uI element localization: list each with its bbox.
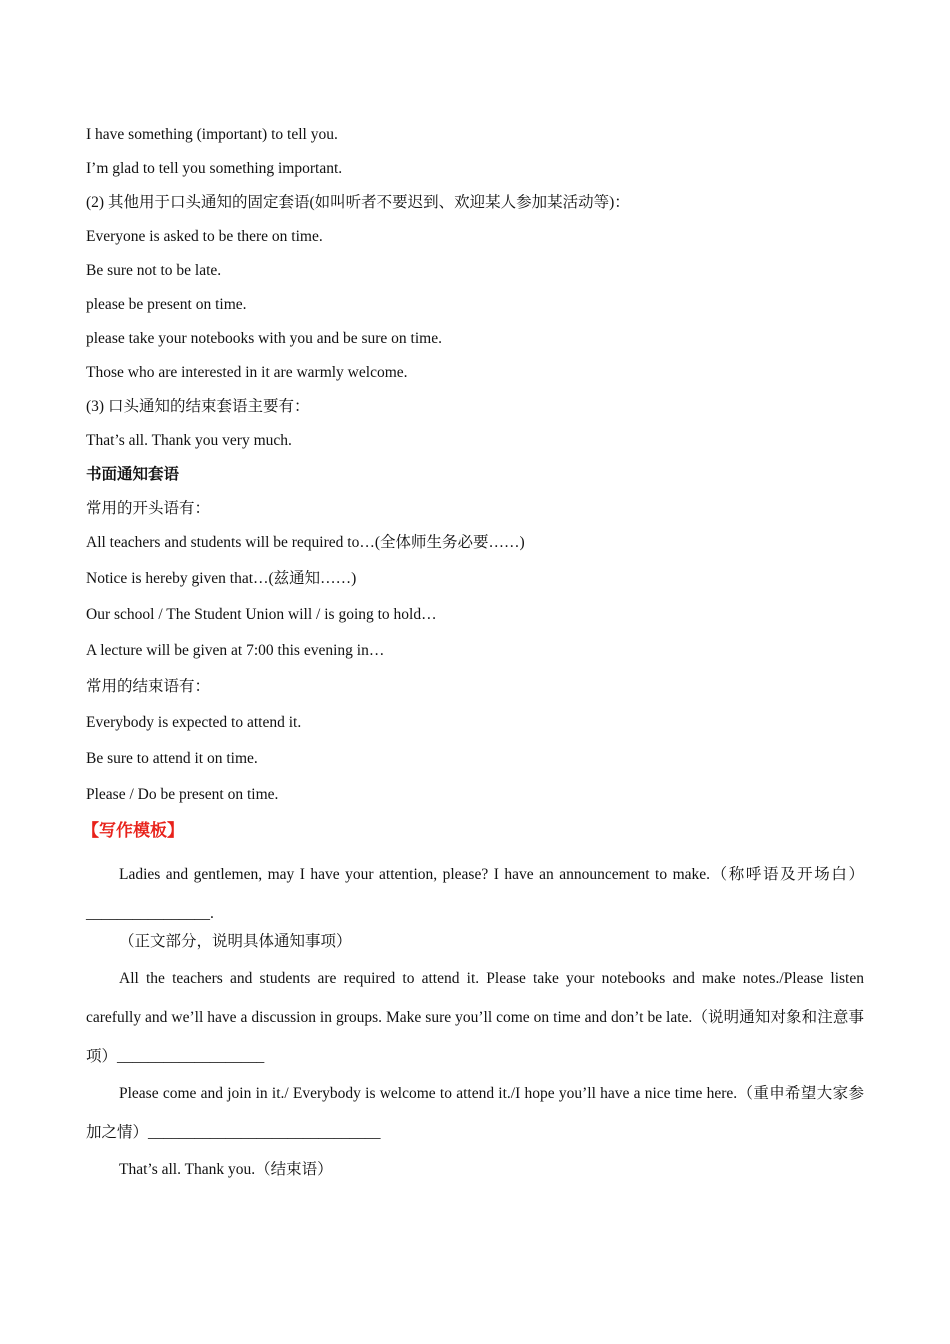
section-heading-writing-template: 【写作模板】 <box>82 821 184 841</box>
template-paragraph-closing: That’s all. Thank you.（结束语） <box>119 1161 333 1178</box>
text-line: 常用的开头语有： <box>86 500 211 517</box>
text-line: 常用的结束语有： <box>86 678 211 695</box>
section-heading-written-notice: 书面通知套语 <box>86 466 180 483</box>
template-paragraph-body: All the teachers and students are required to attend it. Please take your notebooks and make notes./Please listen carefully and we’ll have a discussion in groups. Make sure you’ll come on time and don’t be late.（说明通知对象和注意事项）___________________ <box>86 970 864 1065</box>
text-line: (3) 口头通知的结束套语主要有： <box>86 398 310 415</box>
text-line: Please / Do be present on time. <box>86 786 279 803</box>
text-line: (2) 其他用于口头通知的固定套语(如叫听者不要迟到、欢迎某人参加某活动等)： <box>86 194 630 211</box>
text-line: Everybody is expected to attend it. <box>86 714 302 731</box>
text-line: Be sure to attend it on time. <box>86 750 258 767</box>
text-line: Notice is hereby given that…(兹通知……) <box>86 570 357 587</box>
text-line: All teachers and students will be required to…(全体师生务必要……) <box>86 534 525 551</box>
text-line: Those who are interested in it are warmly welcome. <box>86 364 408 381</box>
text-line: I have something (important) to tell you. <box>86 126 338 143</box>
text-line: please be present on time. <box>86 296 247 313</box>
document-page <box>82 124 864 1189</box>
text-line: please take your notebooks with you and be sure on time. <box>86 330 442 347</box>
template-paragraph-body-note: （正文部分，说明具体通知事项） <box>119 933 352 950</box>
template-paragraph-opening: Ladies and gentlemen, may I have your attention, please? I have an announcement to make.（称呼语及开场白）________________. <box>86 866 864 922</box>
text-line: Be sure not to be late. <box>86 262 222 279</box>
text-line: That’s all. Thank you very much. <box>86 432 292 449</box>
template-paragraph-invitation: Please come and join in it./ Everybody is welcome to attend it./I hope you’ll have a nice time here.（重申希望大家参加之情）______________________________ <box>86 1085 864 1141</box>
text-line: A lecture will be given at 7:00 this evening in… <box>86 642 385 659</box>
text-line: Our school / The Student Union will / is going to hold… <box>86 606 437 623</box>
text-line: Everyone is asked to be there on time. <box>86 228 323 245</box>
text-line: I’m glad to tell you something important. <box>86 160 343 177</box>
